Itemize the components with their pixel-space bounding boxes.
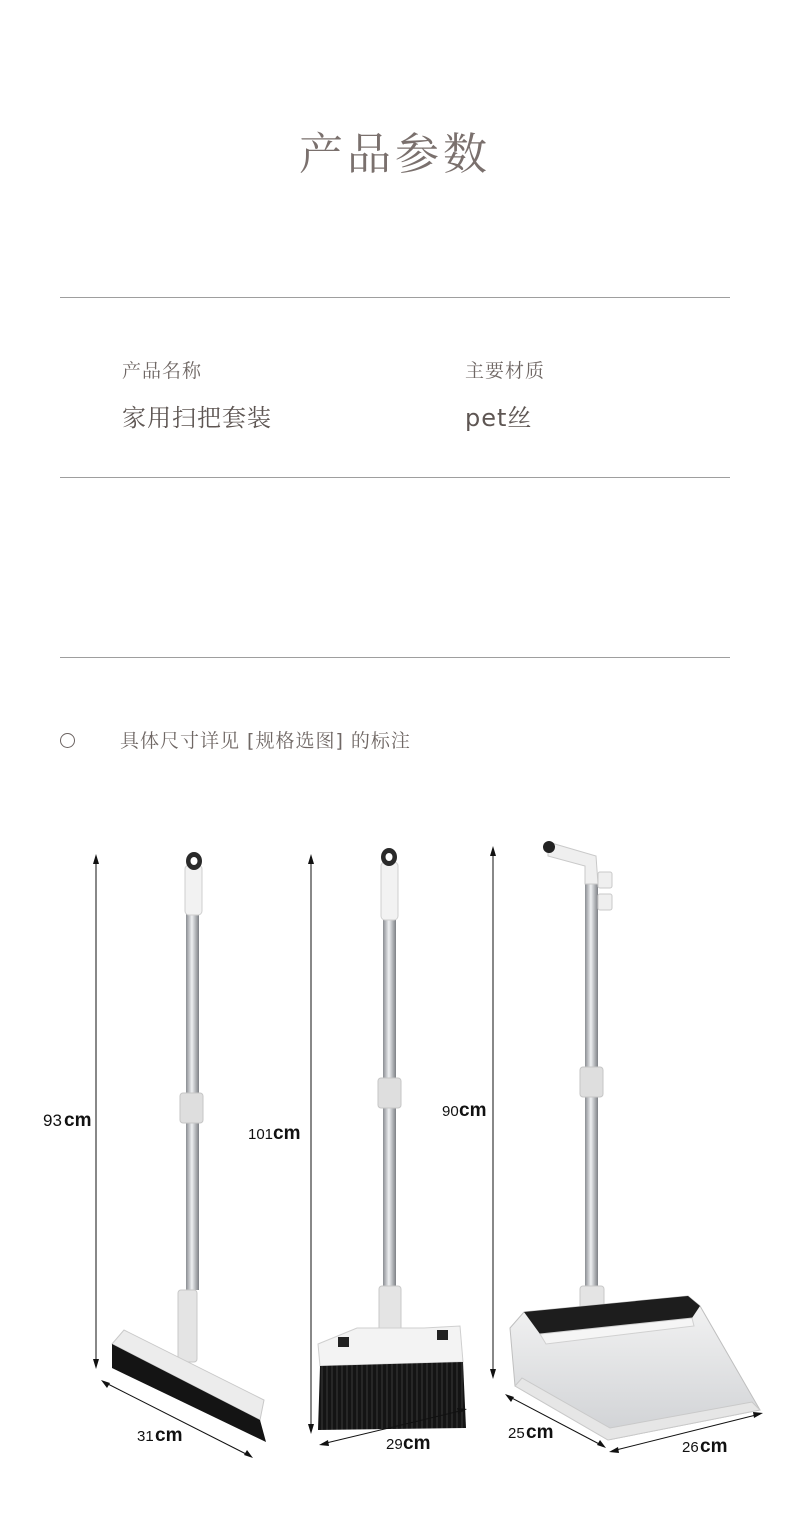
handle-knob-icon [543, 841, 555, 853]
dustpan-handle-grip [548, 842, 598, 884]
squeegee-handle-cap [185, 865, 202, 915]
arrow-down-icon [490, 1369, 496, 1379]
dustpan-connector [580, 1067, 603, 1097]
bullet-circle-icon [60, 733, 75, 748]
squeegee-width-unit: cm [155, 1425, 183, 1446]
squeegee-height-unit: cm [64, 1110, 92, 1131]
arrow-up-icon [93, 854, 99, 864]
material-value: pet丝 [465, 404, 533, 432]
dustpan-height-number: 90 [442, 1103, 459, 1120]
squeegee-joint [178, 1290, 197, 1362]
broom-width-number: 29 [386, 1436, 403, 1453]
squeegee-width-number: 31 [137, 1428, 154, 1445]
broom-clip-icon [598, 872, 612, 888]
arrow-down-icon [93, 1359, 99, 1369]
page-title: 产品参数 [299, 129, 491, 180]
broom-connector [378, 1078, 401, 1108]
divider-top [60, 297, 730, 298]
broom-handle-cap [381, 862, 398, 920]
material-label: 主要材质 [465, 360, 546, 382]
broom-bristles [318, 1362, 466, 1430]
product-name-value: 家用扫把套装 [122, 404, 272, 432]
broom-joint [379, 1286, 401, 1334]
broom-height-unit: cm [273, 1123, 301, 1144]
divider-bottom [60, 657, 730, 658]
dustpan-width-number: 26 [682, 1439, 699, 1456]
arrow-down-icon [308, 1424, 314, 1434]
arrow-up-icon [308, 854, 314, 864]
dustpan-width-unit: cm [700, 1436, 728, 1457]
dustpan-depth-number: 25 [508, 1425, 525, 1442]
product-illustration [0, 820, 790, 1500]
arrow-up-icon [490, 846, 496, 856]
broom-illustration [248, 848, 467, 1454]
squeegee-height-number: 93 [43, 1111, 62, 1130]
dustpan-illustration [442, 841, 763, 1457]
broom-height-number: 101 [248, 1126, 274, 1143]
divider-middle [60, 477, 730, 478]
broom-clip-icon [598, 894, 612, 910]
squeegee-connector [180, 1093, 203, 1123]
dustpan-height-unit: cm [459, 1100, 487, 1121]
dustpan-depth-unit: cm [526, 1422, 554, 1443]
product-name-label: 产品名称 [122, 360, 203, 382]
squeegee-illustration [43, 852, 266, 1458]
size-note: 具体尺寸详见 [规格选图] 的标注 [120, 730, 411, 752]
broom-width-unit: cm [403, 1433, 431, 1454]
